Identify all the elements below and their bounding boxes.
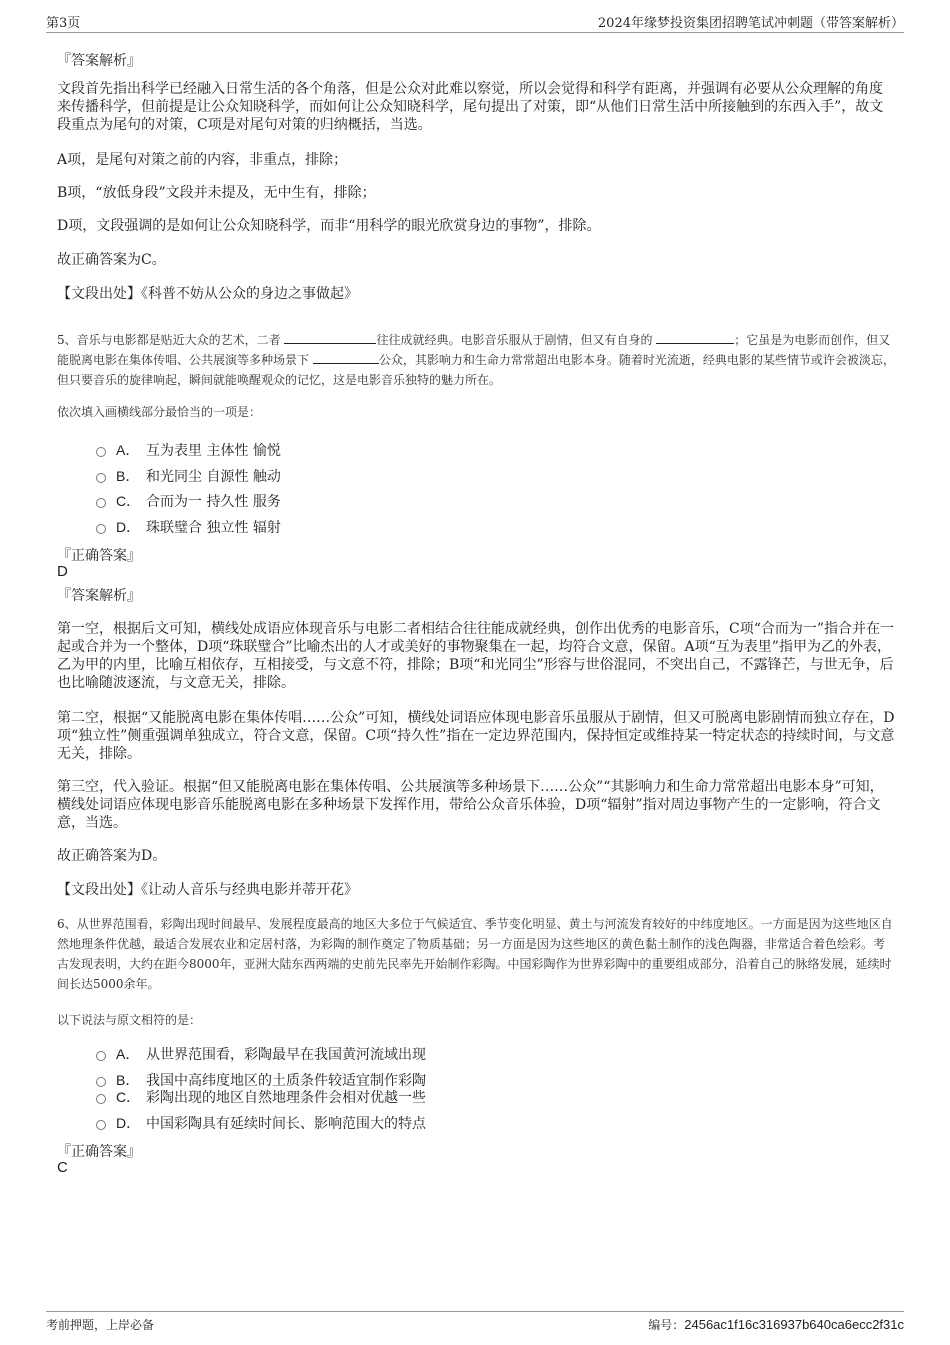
footer-slogan: 考前押题，上岸必备 bbox=[46, 1318, 155, 1332]
q4-source: 【文段出处】《科普不妨从公众的身边之事做起》 bbox=[57, 286, 358, 302]
q5-analysis-para-1: 第一空，根据后文可知，横线处成语应体现音乐与电影二者相结合往往能成就经典，创作出优秀的电影音乐，C项“合而为一”指合并在一起或合并为一个整体，D项“珠联璧合”比喻杰出的人才或美好的事物聚集在一起，均符合文意，保留。A项“互为表里”指甲为乙的外表，乙为甲的内里，比喻互相依存，互相接受，与文意不符，排除；B项“和光同尘”形容与世俗混同，不突出自己，不露锋芒，与世无争，后也比喻随波逐流，与文意无关，排除。 bbox=[57, 621, 895, 691]
page-number: 第3页 bbox=[46, 16, 81, 31]
q5-analysis-para-3: 第三空，代入验证。根据“但又能脱离电影在集体传唱、公共展演等多种场景下……公众”“其影响力和生命力常常超出电影本身”可知，横线处词语应体现电影音乐能脱离电影在多种场景下发挥作用，带给公众音乐体验，D项“辐射”指对周边事物产生的一定影响，符合文意，当选。 bbox=[57, 779, 884, 831]
radio-icon[interactable] bbox=[96, 1120, 106, 1130]
q4-analysis-label: 『答案解析』 bbox=[57, 53, 141, 69]
q6-option-c[interactable]: C． 彩陶出现的地区自然地理条件会相对优越一些 bbox=[96, 1087, 426, 1107]
q6-option-b[interactable]: B． 我国中高纬度地区的土质条件较适宜制作彩陶 bbox=[96, 1070, 426, 1090]
radio-icon[interactable] bbox=[96, 473, 106, 483]
page-header bbox=[46, 12, 904, 33]
footer-code: 编号：2456ac1f16c316937b640ca6ecc2f31c bbox=[648, 1317, 904, 1332]
page-footer bbox=[46, 1311, 904, 1336]
radio-icon[interactable] bbox=[96, 447, 106, 457]
q6-stem: 6、从世界范围看，彩陶出现时间最早、发展程度最高的地区大多位于气候适宜、季节变化明显、黄土与河流发育较好的中纬度地区。一方面是因为这些地区自然地理条件优越，最适合发展农业和定居村落，为彩陶的制作奠定了物质基础；另一方面是因为这些地区的黄色黏土制作的浅色陶器，非常适合着色绘彩。考古发现表明，大约在距今8000年，亚洲大陆东西两端的史前先民率先开始制作彩陶。中国彩陶作为世界彩陶中的重要组成部分，沿着自己的脉络发展，延续时间长达5000余年。 bbox=[57, 917, 893, 991]
document-title: 2024年缘梦投资集团招聘笔试冲刺题（带答案解析） bbox=[597, 16, 904, 31]
q5-option-c[interactable]: C． 合而为一 持久性 服务 bbox=[96, 491, 281, 511]
blank-3 bbox=[313, 351, 379, 364]
q5-option-d[interactable]: D． 珠联璧合 独立性 辐射 bbox=[96, 517, 281, 537]
q4-analysis-para-1: 文段首先指出科学已经融入日常生活的各个角落，但是公众对此难以察觉，所以会觉得和科学有距离，并强调有必要从公众理解的角度来传播科学，但前提是让公众知晓科学，而如何让公众知晓科学，尾句提出了对策，即“从他们日常生活中所接触到的东西入手”，故文段重点为尾句的对策，C项是对尾句对策的归纳概括，当选。 bbox=[57, 81, 884, 133]
q5-source: 【文段出处】《让动人音乐与经典电影并蒂开花》 bbox=[57, 882, 358, 898]
q4-analysis-para-4: D项，文段强调的是如何让公众知晓科学，而非“用科学的眼光欣赏身边的事物”，排除。 bbox=[57, 218, 601, 234]
radio-icon[interactable] bbox=[96, 1077, 106, 1087]
radio-icon[interactable] bbox=[96, 1051, 106, 1061]
q6-option-d[interactable]: D． 中国彩陶具有延续时间长、影响范围大的特点 bbox=[96, 1113, 426, 1133]
q5-answer: D bbox=[57, 563, 68, 580]
q5-analysis-label: 『答案解析』 bbox=[57, 588, 141, 604]
radio-icon[interactable] bbox=[96, 1094, 106, 1104]
q6-answer: C bbox=[57, 1159, 68, 1176]
radio-icon[interactable] bbox=[96, 524, 106, 534]
blank-1 bbox=[284, 331, 376, 344]
q5-option-a[interactable]: A． 互为表里 主体性 愉悦 bbox=[96, 440, 281, 460]
q5-analysis-para-2: 第二空，根据“又能脱离电影在集体传唱……公众”可知，横线处词语应体现电影音乐虽服从于剧情，但又可脱离电影剧情而独立存在，D项“独立性”侧重强调单独成立，符合文意，保留。C项“持久性”指在一定边界范围内，保持恒定或维持某一特定状态的持续时间，与文意无关，排除。 bbox=[57, 710, 895, 762]
q6-prompt: 以下说法与原文相符的是： bbox=[57, 1013, 202, 1027]
q5-answer-label: 『正确答案』 bbox=[57, 548, 141, 564]
q5-stem: 5、音乐与电影都是贴近大众的艺术，二者 往往成就经典。电影音乐服从于剧情，但又有自身的 ；它虽是为电影而创作，但又能脱离电影在集体传唱、公共展演等多种场景下 公众，其影响力和生命力常常超出电影本身。随着时光流逝，经典电影的某些情节或许会被淡忘，但只要音乐的旋律响起，瞬间就能唤醒观众的记忆，这是电影音乐独特的魅力所在。 bbox=[57, 333, 895, 387]
q6-answer-label: 『正确答案』 bbox=[57, 1144, 141, 1160]
q4-answer-line: 故正确答案为C。 bbox=[57, 252, 166, 268]
radio-icon[interactable] bbox=[96, 498, 106, 508]
q4-analysis-para-2: A项，是尾句对策之前的内容，非重点，排除； bbox=[57, 152, 348, 168]
q6-option-a[interactable]: A． 从世界范围看，彩陶最早在我国黄河流域出现 bbox=[96, 1044, 426, 1064]
blank-2 bbox=[656, 331, 734, 344]
q5-answer-line: 故正确答案为D。 bbox=[57, 848, 167, 864]
q5-prompt: 依次填入画横线部分最恰当的一项是： bbox=[57, 405, 262, 419]
q5-option-b[interactable]: B． 和光同尘 自源性 触动 bbox=[96, 466, 281, 486]
q4-analysis-para-3: B项，“放低身段”文段并未提及，无中生有，排除； bbox=[57, 185, 376, 201]
